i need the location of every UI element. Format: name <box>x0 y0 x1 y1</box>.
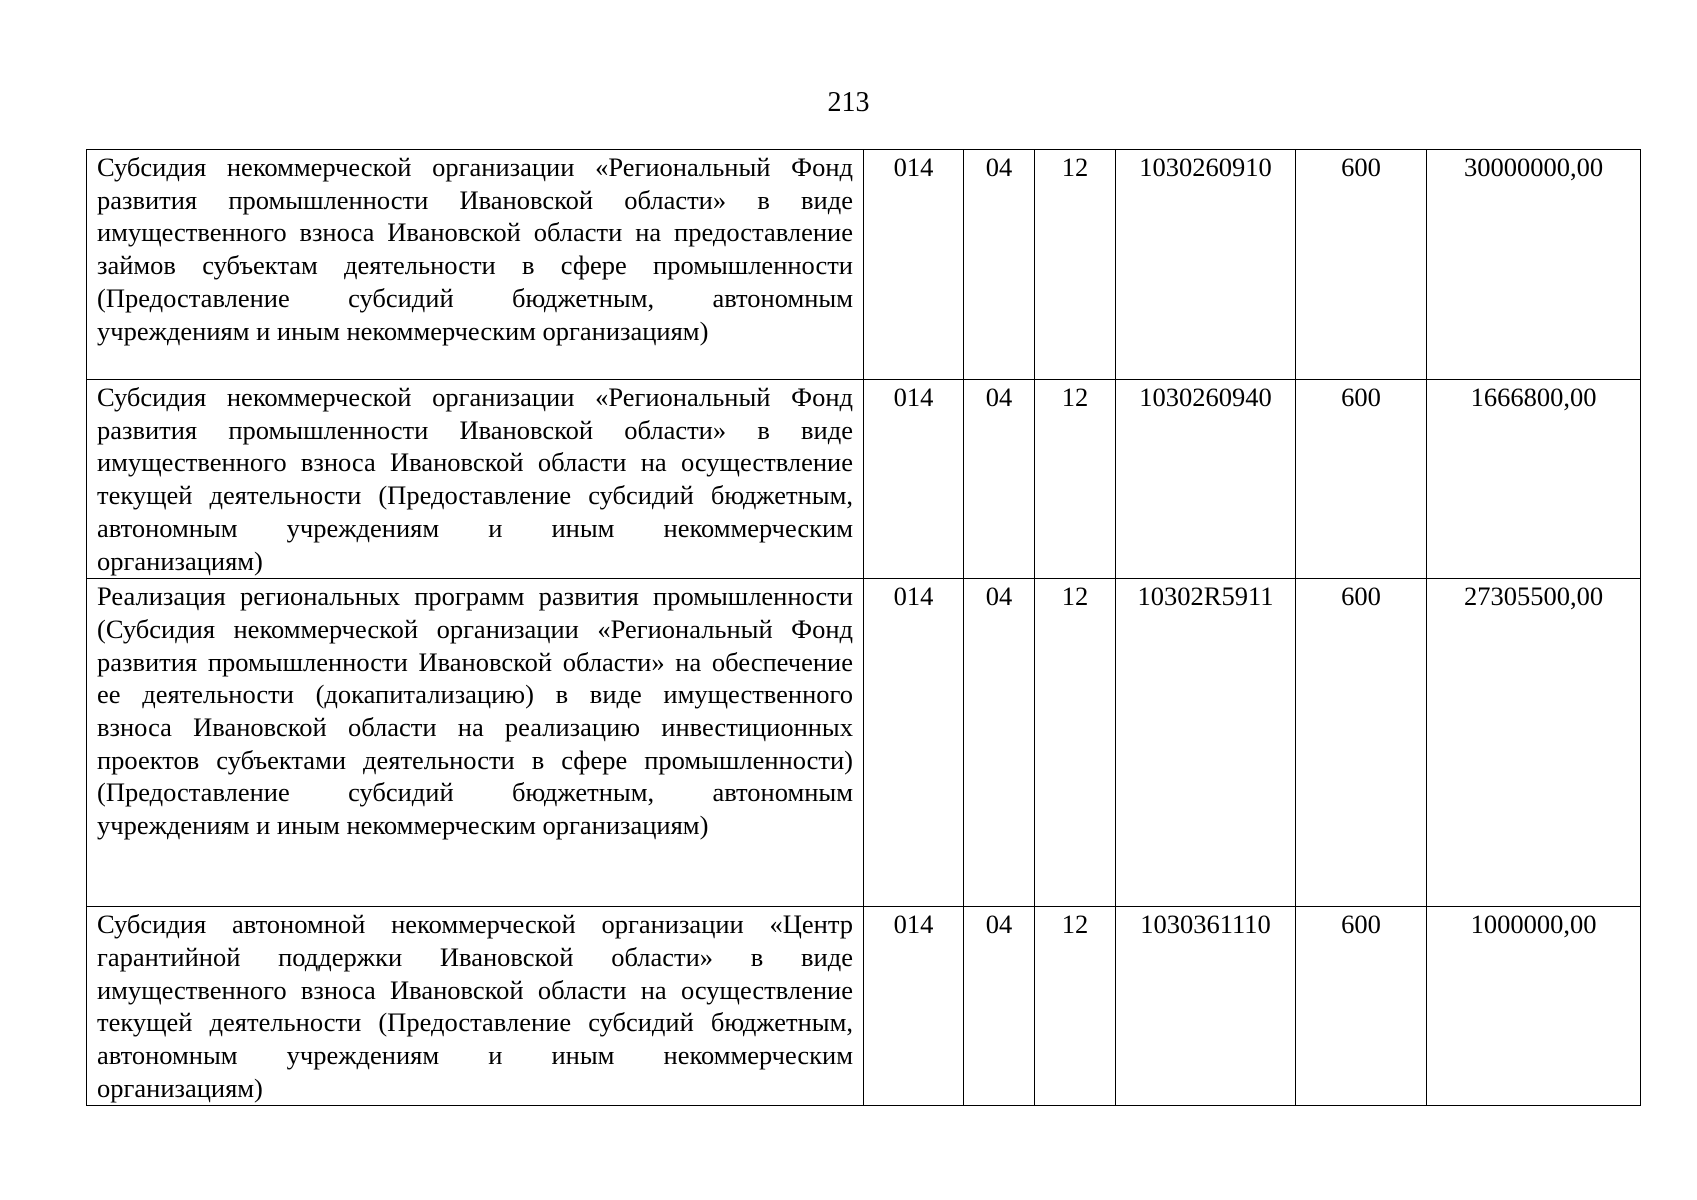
subsection-code: 12 <box>1035 907 1116 1106</box>
row-description: Субсидия некоммерческой организации «Региональный Фонд развития промышленности Ивановской области» в виде имущественного взноса Ивановской области на предоставление займов субъектам деятельности в сфере промышленности (Предоставление субсидий бюджетным, автономным учреждениям и иным некоммерческим организациям) <box>87 150 864 380</box>
table-row <box>87 907 1641 1106</box>
amount-value: 1666800,00 <box>1427 380 1641 579</box>
target-article-code: 10302R5911 <box>1116 579 1296 907</box>
row-description: Субсидия автономной некоммерческой организации «Центр гарантийной поддержки Ивановской области» в виде имущественного взноса Ивановской области на осуществление текущей деятельности (Предоставление субсидий бюджетным, автономным учреждениям и иным некоммерческим организациям) <box>87 907 864 1106</box>
expense-type-code: 600 <box>1296 579 1427 907</box>
amount-value: 1000000,00 <box>1427 907 1641 1106</box>
section-code: 04 <box>964 579 1035 907</box>
ministry-code: 014 <box>864 380 964 579</box>
row-description: Субсидия некоммерческой организации «Региональный Фонд развития промышленности Ивановской области» в виде имущественного взноса Ивановской области на осуществление текущей деятельности (Предоставление субсидий бюджетным, автономным учреждениям и иным некоммерческим организациям) <box>87 380 864 579</box>
target-article-code: 1030260910 <box>1116 150 1296 380</box>
expense-type-code: 600 <box>1296 907 1427 1106</box>
section-code: 04 <box>964 907 1035 1106</box>
target-article-code: 1030361110 <box>1116 907 1296 1106</box>
table-row <box>87 579 1641 907</box>
subsection-code: 12 <box>1035 150 1116 380</box>
row-description: Реализация региональных программ развития промышленности (Субсидия некоммерческой организации «Региональный Фонд развития промышленности Ивановской области» на обеспечение ее деятельности (докапитализацию) в виде имущественного взноса Ивановской области на реализацию инвестиционных проектов субъектами деятельности в сфере промышленности) (Предоставление субсидий бюджетным, автономным учреждениям и иным некоммерческим организациям) <box>87 579 864 907</box>
expense-type-code: 600 <box>1296 150 1427 380</box>
amount-value: 30000000,00 <box>1427 150 1641 380</box>
section-code: 04 <box>964 380 1035 579</box>
budget-table <box>86 149 1641 1106</box>
ministry-code: 014 <box>864 907 964 1106</box>
ministry-code: 014 <box>864 579 964 907</box>
page-number: 213 <box>827 87 870 118</box>
ministry-code: 014 <box>864 150 964 380</box>
expense-type-code: 600 <box>1296 380 1427 579</box>
section-code: 04 <box>964 150 1035 380</box>
subsection-code: 12 <box>1035 380 1116 579</box>
target-article-code: 1030260940 <box>1116 380 1296 579</box>
subsection-code: 12 <box>1035 579 1116 907</box>
table-row <box>87 150 1641 380</box>
table-row <box>87 380 1641 579</box>
amount-value: 27305500,00 <box>1427 579 1641 907</box>
